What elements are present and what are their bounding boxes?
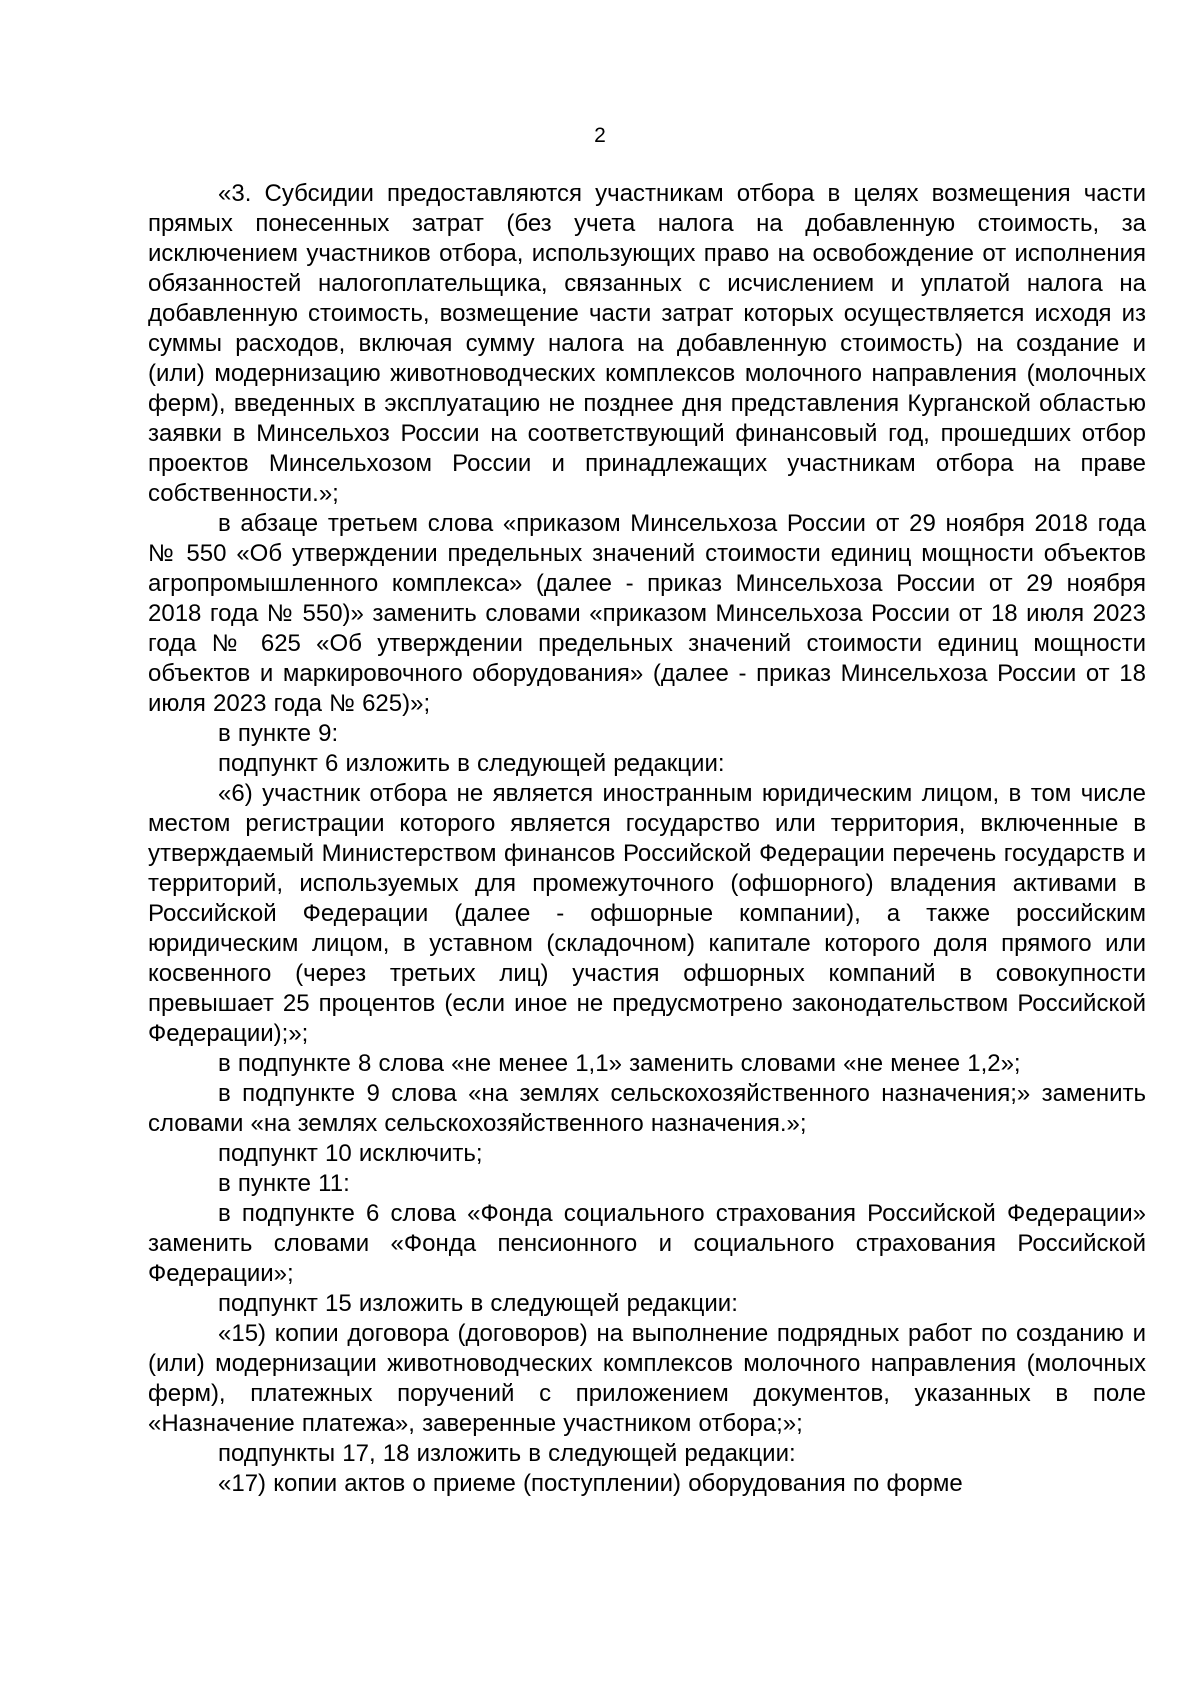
paragraph-subpoint-9: в подпункте 9 слова «на землях сельскохозяйственного назначения;» заменить словами «на землях сельскохозяйственного назначения.»; — [148, 1080, 1146, 1137]
paragraph-subpoint-8: в подпункте 8 слова «не менее 1,1» заменить словами «не менее 1,2»; — [218, 1050, 1021, 1077]
paragraph-point-9: в пункте 9: — [218, 720, 339, 747]
paragraph-subpoint-6-text: «6) участник отбора не является иностранным юридическим лицом, в том числе местом регистрации которого является государство или территория, включенные в утверждаемый Министерством финансов Российской Федерации перечень государств и территорий, используемых для промежуточного (офшорного) владения активами в Российской Федерации (далее - офшорные компании), а также российским юридическим лицом, в уставном (складочном) капитале которого доля прямого или косвенного (через третьих лиц) участия офшорных компаний в совокупности превышает 25 процентов (если иное не предусмотрено законодательством Российской Федерации);»; — [148, 780, 1146, 1047]
paragraph-amend-order-reference: в абзаце третьем слова «приказом Минсельхоза России от 29 ноября 2018 года № 550 «Об утверждении предельных значений стоимости единиц мощности объектов агропромышленного комплекса» (далее - приказ Минсельхоза России от 29 ноября 2018 года № 550)» заменить словами «приказом Минсельхоза России от 18 июля 2023 года № 625 «Об утверждении предельных значений стоимости единиц мощности объектов и маркировочного оборудования» (далее - приказ Минсельхоза России от 18 июля 2023 года № 625)»; — [148, 510, 1146, 717]
paragraph-subsidies-clause-3: «3. Субсидии предоставляются участникам отбора в целях возмещения части прямых понесенных затрат (без учета налога на добавленную стоимость, за исключением участников отбора, использующих право на освобождение от исполнения обязанностей налогоплательщика, связанных с исчислением и уплатой налога на добавленную стоимость, возмещение части затрат которых осуществляется исходя из суммы расходов, включая сумму налога на добавленную стоимость) на создание и (или) модернизацию животноводческих комплексов молочного направления (молочных ферм), введенных в эксплуатацию не позднее дня представления Курганской областью заявки в Минсельхоз России на соответствующий финансовый год, прошедших отбор проектов Минсельхозом России и принадлежащих участникам отбора на праве собственности.»; — [148, 180, 1146, 507]
document-body — [148, 179, 1146, 1499]
paragraph-subpoint-17-text: «17) копии актов о приеме (поступлении) оборудования по форме — [218, 1470, 963, 1497]
paragraph-subpoint-10: подпункт 10 исключить; — [218, 1140, 483, 1167]
page-number: 2 — [594, 124, 606, 147]
paragraph-subpoint-6-fund: в подпункте 6 слова «Фонда социального страхования Российской Федерации» заменить словами «Фонда пенсионного и социального страхования Российской Федерации»; — [148, 1200, 1146, 1287]
paragraph-point-11: в пункте 11: — [218, 1170, 350, 1197]
paragraph-subpoint-15-text: «15) копии договора (договоров) на выполнение подрядных работ по созданию и (или) модернизации животноводческих комплексов молочного направления (молочных ферм), платежных поручений с приложением документов, указанных в поле «Назначение платежа», заверенные участником отбора;»; — [148, 1320, 1146, 1437]
paragraph-subpoint-15-intro: подпункт 15 изложить в следующей редакции: — [218, 1290, 738, 1317]
paragraph-subpoints-17-18-intro: подпункты 17, 18 изложить в следующей редакции: — [218, 1440, 796, 1467]
paragraph-subpoint-6-intro: подпункт 6 изложить в следующей редакции: — [218, 750, 725, 777]
